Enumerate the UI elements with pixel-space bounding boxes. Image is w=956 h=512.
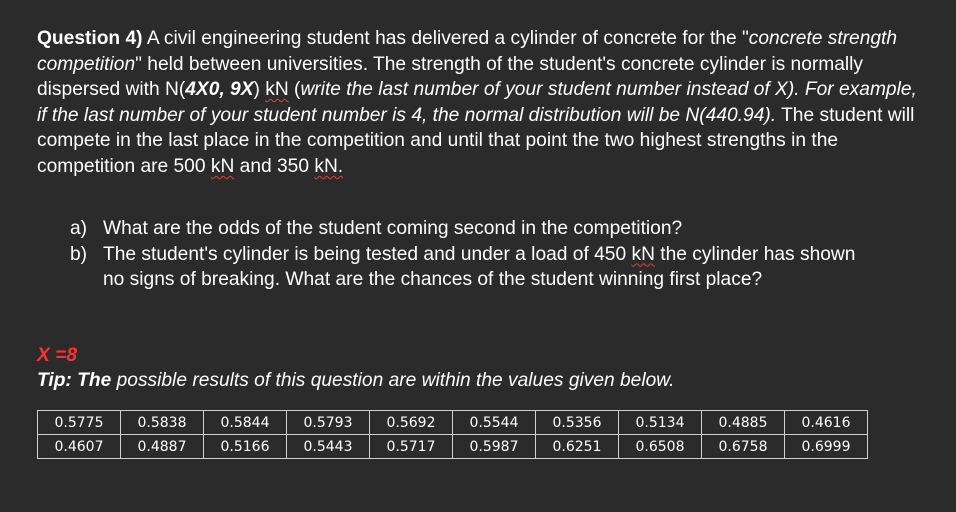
question-parts (70, 216, 870, 293)
unit-kn: kN (210, 155, 235, 177)
table-cell: 0.5838 (121, 411, 204, 435)
table-cell: 0.6758 (702, 435, 785, 459)
question-text-1: A civil engineering student has delivered a cylinder of concrete for the " (142, 28, 749, 49)
question-paragraph (37, 26, 917, 180)
table-cell: 0.5134 (619, 411, 702, 435)
x-value: X =8 (37, 345, 78, 366)
distribution-params: 4X0, 9X (185, 79, 254, 101)
table-cell: 0.4616 (785, 411, 868, 435)
table-cell: 0.4885 (702, 411, 785, 435)
table-cell: 0.6999 (785, 435, 868, 459)
table-row (38, 411, 868, 435)
part-text-pre: The student's cylinder is being tested and under a load of 450 (103, 243, 632, 265)
table-cell: 0.5775 (38, 411, 121, 435)
table-cell: 0.5717 (370, 435, 453, 459)
question-text-11: and 350 (234, 155, 315, 177)
part-text-post: the cylinder has shown no signs of breaking. What are the chances of the student winning first place? (103, 243, 856, 291)
question-text-9: The student will compete in the last place in the competition and until that point the two highest strengths in the competition are 500 (37, 104, 915, 177)
table-cell: 0.5166 (204, 435, 287, 459)
competition-name: concrete strength competition (37, 28, 898, 75)
table-cell: 0.5692 (370, 411, 453, 435)
part-text: What are the odds of the student coming second in the competition? (103, 218, 683, 239)
tip-label: Tip: The (37, 370, 112, 391)
table-cell: 0.4887 (121, 435, 204, 459)
table-cell: 0.5793 (287, 411, 370, 435)
part-text (103, 242, 870, 293)
question-text-5: ) (253, 79, 266, 101)
table-cell: 0.5544 (453, 411, 536, 435)
table-cell: 0.5844 (204, 411, 287, 435)
table-cell: 0.6508 (619, 435, 702, 459)
tip-text: possible results of this question are within the values given below. (111, 370, 675, 391)
table-cell: 0.4607 (38, 435, 121, 459)
list-item (70, 216, 870, 242)
values-table (37, 410, 868, 459)
unit-kn: kN (265, 79, 289, 101)
question-instruction: write the last number of your student number instead of X). For example, if the last number of your student number is 4, the normal distribution will be N(440.94). (37, 79, 917, 126)
unit-kn: kN (631, 243, 655, 265)
part-marker: b) (70, 243, 88, 265)
part-marker: a) (70, 218, 88, 239)
table-cell: 0.6251 (536, 435, 619, 459)
list-item (70, 242, 870, 293)
table-cell: 0.5443 (287, 435, 370, 459)
table-cell: 0.5356 (536, 411, 619, 435)
table-cell: 0.5987 (453, 435, 536, 459)
unit-kn: kN. (314, 155, 344, 177)
table-row (38, 435, 868, 459)
question-text-7: ( (288, 79, 301, 101)
question-label: Question 4) (37, 28, 143, 49)
tip (37, 370, 674, 392)
question-text-3: " held between universities. The strength of the student's concrete cylinder is normally dispersed with N( (37, 53, 864, 101)
